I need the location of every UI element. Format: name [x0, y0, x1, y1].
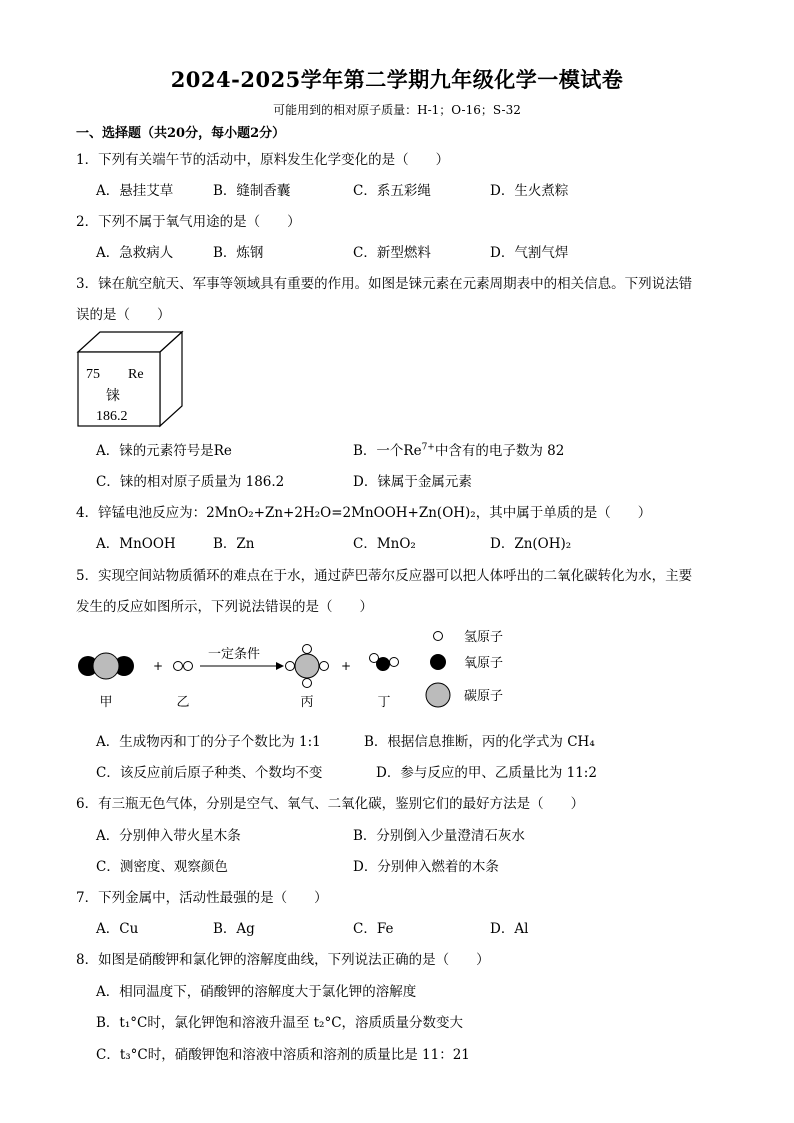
- q7-option-c: C．Fe: [353, 921, 394, 937]
- q7-option-d: D．Al: [490, 921, 529, 937]
- q1-option-c: C．系五彩绳: [353, 183, 431, 199]
- label-jia: 甲: [99, 695, 113, 710]
- q4-option-b: B．Zn: [213, 536, 255, 552]
- legend-oxygen-icon: [430, 654, 446, 670]
- q5-option-c: C．该反应前后原子种类、个数均不变: [96, 765, 323, 781]
- legend-carbon-icon: [426, 683, 450, 707]
- legend-hydrogen-icon: [434, 632, 443, 641]
- q3-option-c: C．铼的相对原子质量为 186.2: [96, 474, 285, 490]
- reaction-diagram: [76, 628, 536, 718]
- element-cell-cube: [76, 330, 186, 430]
- q4-option-d: D．Zn(OH)₂: [490, 536, 572, 552]
- label-yi: 乙: [176, 695, 190, 710]
- section-heading: 一、选择题（共20分，每小题2分）: [76, 126, 286, 141]
- q7-option-b: B．Ag: [213, 921, 255, 937]
- atomic-number: 75: [86, 367, 100, 382]
- legend-hydrogen: 氢原子: [464, 630, 504, 645]
- q4-option-a: A．MnOOH: [96, 536, 176, 552]
- q2-option-b: B．炼钢: [213, 245, 264, 261]
- atomic-mass-note: 可能用到的相对原子质量：H-1；O-16；S-32: [273, 103, 521, 117]
- q6-option-a: A．分别伸入带火星木条: [96, 828, 241, 844]
- q2-option-a: A．急救病人: [96, 245, 174, 261]
- molecule-jia: [78, 653, 134, 679]
- label-ding: 丁: [377, 695, 391, 710]
- molecule-yi: [174, 662, 193, 671]
- q5-stem-cont: 发生的反应如图所示，下列说法错误的是（ ）: [76, 599, 373, 615]
- element-name: 铼: [106, 388, 120, 404]
- atomic-mass: 186.2: [96, 409, 128, 424]
- q2-stem: 2．下列不属于氧气用途的是（ ）: [76, 214, 301, 230]
- arrow-head: [276, 662, 284, 670]
- q6-stem: 6．有三瓶无色气体，分别是空气、氧气、二氧化碳，鉴别它们的最好方法是（ ）: [76, 796, 585, 812]
- q5-option-d: D．参与反应的甲、乙质量比为 11:2: [376, 765, 597, 781]
- q4-option-c: C．MnO₂: [353, 536, 416, 552]
- q3-stem: 3．铼在航空航天、军事等领域具有重要的作用。如图是铼元素在元素周期表中的相关信息。下列说法错: [76, 276, 693, 292]
- molecule-bing: [286, 645, 329, 688]
- plus-1: +: [152, 659, 164, 673]
- molecule-ding: [370, 654, 399, 672]
- q2-option-c: C．新型燃料: [353, 245, 431, 261]
- q8-option-a: A．相同温度下，硝酸钾的溶解度大于氯化钾的溶解度: [96, 984, 417, 1000]
- legend-oxygen: 氧原子: [464, 656, 504, 671]
- q3-option-d: D．铼属于金属元素: [353, 474, 472, 490]
- q1-option-d: D．生火煮粽: [490, 183, 569, 199]
- q5-stem: 5．实现空间站物质循环的难点在于水，通过萨巴蒂尔反应器可以把人体呼出的二氧化碳转化为水，主要: [76, 568, 693, 584]
- q2-option-d: D．气割气焊: [490, 245, 569, 261]
- q5-option-a: A．生成物丙和丁的分子个数比为 1:1: [96, 734, 321, 750]
- q6-option-d: D．分别伸入燃着的木条: [353, 859, 499, 875]
- q7-stem: 7．下列金属中，活动性最强的是（ ）: [76, 890, 328, 906]
- q1-option-b: B．缝制香囊: [213, 183, 291, 199]
- legend-carbon: 碳原子: [464, 689, 504, 704]
- page-title: 2024-2025学年第二学期九年级化学一模试卷: [170, 67, 624, 92]
- q4-stem: 4．锌锰电池反应为：2MnO₂+Zn+2H₂O=2MnOOH+Zn(OH)₂，其中属于单质的是（ ）: [76, 505, 652, 521]
- q3-stem-cont: 误的是（ ）: [76, 307, 171, 323]
- q6-option-c: C．测密度、观察颜色: [96, 859, 228, 875]
- q8-stem: 8．如图是硝酸钾和氯化钾的溶解度曲线，下列说法正确的是（ ）: [76, 952, 490, 968]
- plus-2: +: [340, 659, 352, 673]
- q8-option-b: B．t₁°C时，氯化钾饱和溶液升温至 t₂°C，溶质质量分数变大: [96, 1015, 464, 1031]
- q5-option-b: B．根据信息推断，丙的化学式为 CH₄: [364, 734, 595, 750]
- q3-option-b: B．一个$Re^{7+}$中含有的电子数为 82: [353, 442, 565, 459]
- element-symbol: Re: [128, 367, 144, 382]
- reaction-condition: 一定条件: [207, 647, 261, 662]
- q8-option-c: C．t₃°C时，硝酸钾饱和溶液中溶质和溶剂的质量比是 11：21: [96, 1047, 470, 1063]
- q1-stem: 1．下列有关端午节的活动中，原料发生化学变化的是（ ）: [76, 152, 450, 168]
- q7-option-a: A．Cu: [96, 921, 139, 937]
- q6-option-b: B．分别倒入少量澄清石灰水: [353, 828, 525, 844]
- q3-option-a: A．铼的元素符号是Re: [96, 443, 232, 459]
- label-bing: 丙: [300, 695, 314, 710]
- q1-option-a: A．悬挂艾草: [96, 183, 174, 199]
